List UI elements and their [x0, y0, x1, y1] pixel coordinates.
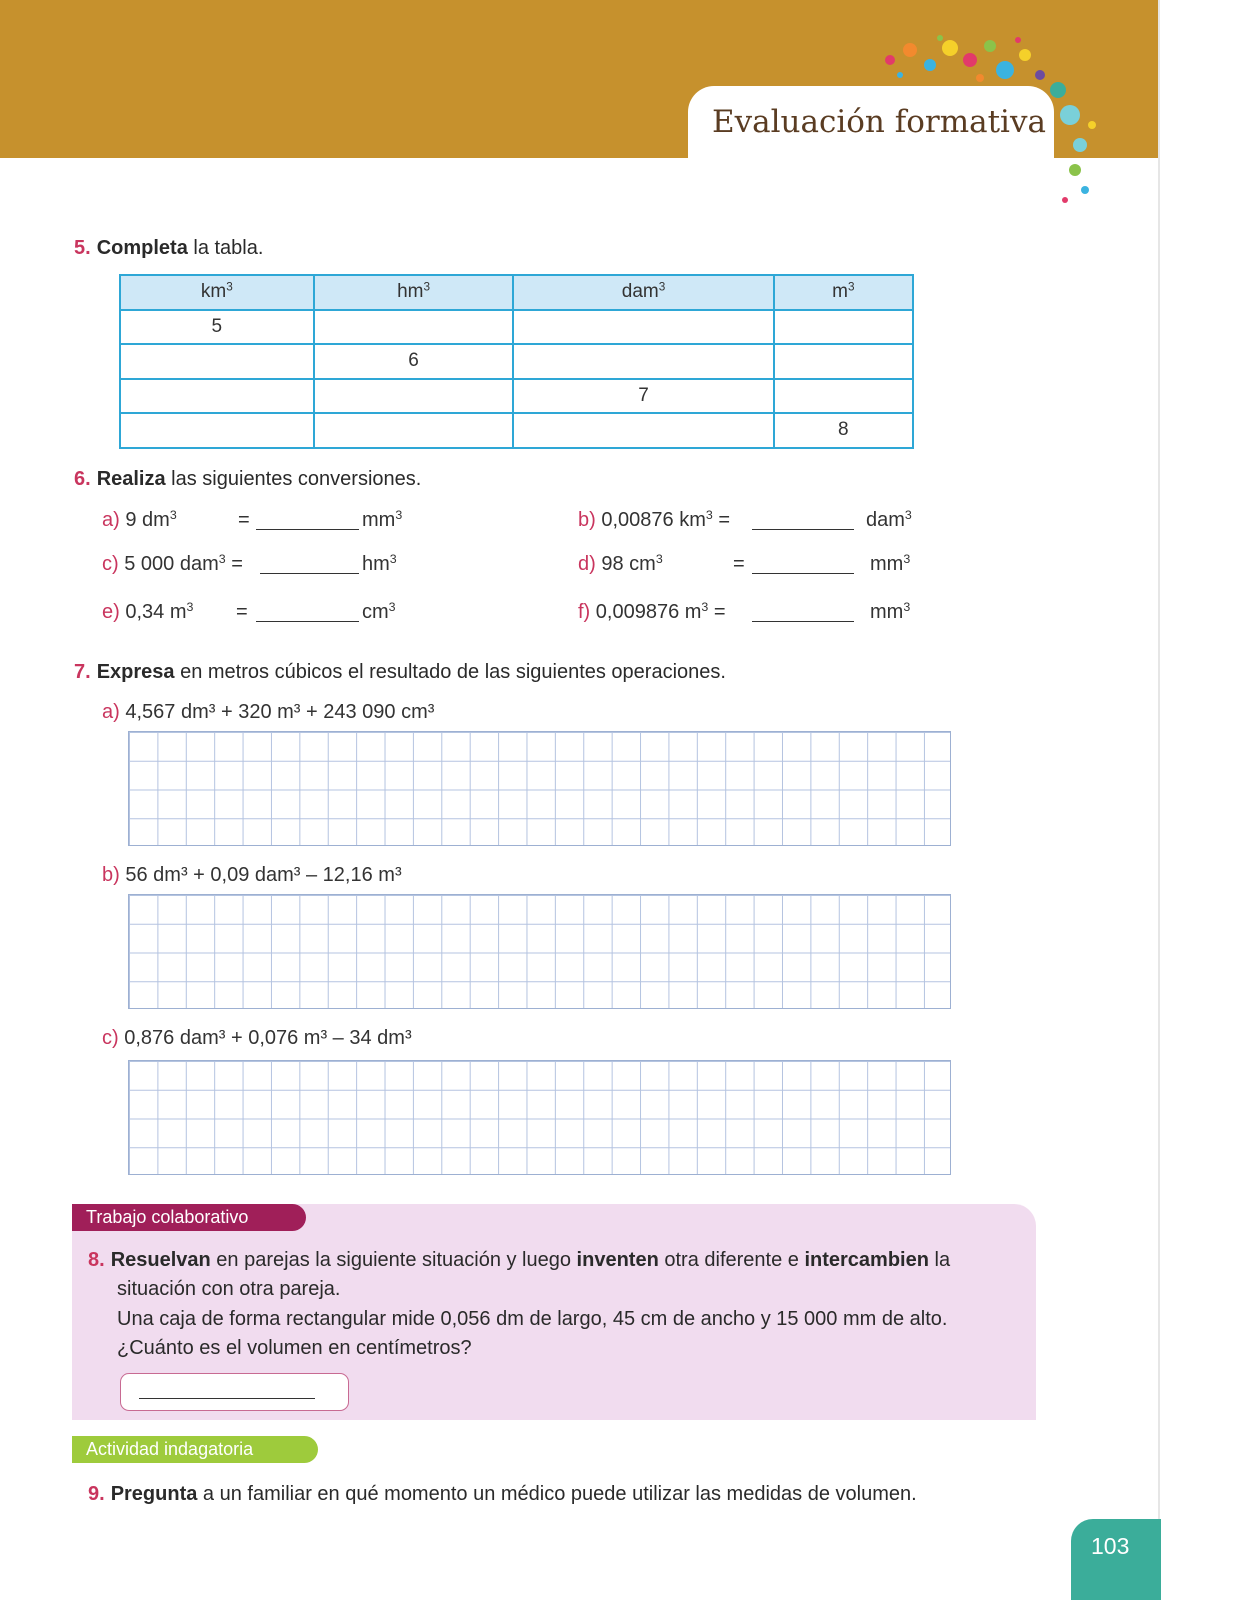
- table-cell[interactable]: [513, 310, 773, 345]
- exercise-5-heading: 5. Completa la tabla.: [74, 237, 264, 259]
- collaborative-work-label: Trabajo colaborativo: [72, 1204, 306, 1231]
- table-cell[interactable]: [314, 310, 514, 345]
- conversion-b-expression: b) 0,00876 $km^3$ =: [578, 508, 731, 531]
- table-cell[interactable]: [314, 413, 514, 448]
- conversion-c-unit: $hm^3$: [362, 552, 397, 575]
- conversion-c-expression: c) 5 000 dam$^3$ =: [102, 552, 243, 575]
- conversion-a-equals: =: [238, 509, 250, 531]
- table-cell[interactable]: 6: [314, 344, 514, 379]
- workspace-grid-c[interactable]: [128, 1060, 951, 1175]
- conversion-a-answer-blank[interactable]: [256, 529, 359, 530]
- conversion-f-answer-blank[interactable]: [752, 621, 854, 622]
- exercise-7-heading: 7. Expresa en metros cúbicos el resultado de las siguientes operaciones.: [74, 661, 726, 683]
- operation-c: c) 0,876 dam³ + 0,076 m³ – 34 dm³: [102, 1027, 412, 1049]
- exercise-8-line-1: 8. Resuelvan en parejas la siguiente situación y luego inventen otra diferente e intercambien la: [88, 1249, 951, 1271]
- conversion-f-expression: f) 0,009876 $m^3$ =: [578, 600, 726, 623]
- operation-b: b) 56 dm³ + 0,09 dam³ – 12,16 m³: [102, 864, 402, 886]
- exercise-9: 9. Pregunta a un familiar en qué momento un médico puede utilizar las medidas de volumen.: [88, 1483, 917, 1505]
- conversion-d-expression: d) 98 $cm^3$: [578, 552, 663, 575]
- conversion-d-unit: $mm^3$: [870, 552, 911, 575]
- table-cell[interactable]: [513, 413, 773, 448]
- exercise-8-problem: Una caja de forma rectangular mide 0,056 dm de largo, 45 cm de ancho y 15 000 mm de alto.: [117, 1308, 948, 1330]
- table-header-cell: $hm^3$: [314, 275, 514, 310]
- table-row: [120, 310, 913, 345]
- table-cell[interactable]: [774, 344, 913, 379]
- workspace-grid-a[interactable]: [128, 731, 951, 846]
- page-title: Evaluación formativa: [712, 104, 1046, 140]
- table-row: [120, 379, 913, 414]
- table-header-cell: dam$^3$: [513, 275, 773, 310]
- table-cell[interactable]: 7: [513, 379, 773, 414]
- conversion-e-answer-blank[interactable]: [256, 621, 359, 622]
- conversion-f-unit: $mm^3$: [870, 600, 911, 623]
- table-cell[interactable]: [774, 379, 913, 414]
- table-cell[interactable]: [774, 310, 913, 345]
- conversion-a-unit: $mm^3$: [362, 508, 403, 531]
- conversion-a-expression: a) 9 $dm^3$: [102, 508, 177, 531]
- exercise-8-question: ¿Cuánto es el volumen en centímetros?: [117, 1337, 472, 1359]
- page-number-tab: [1071, 1519, 1161, 1600]
- conversion-c-answer-blank[interactable]: [260, 573, 359, 574]
- conversion-d-answer-blank[interactable]: [752, 573, 854, 574]
- exercise-8-line-2: situación con otra pareja.: [117, 1278, 341, 1300]
- table-cell[interactable]: [120, 379, 314, 414]
- conversion-b-answer-blank[interactable]: [752, 529, 854, 530]
- table-header-cell: $km^3$: [120, 275, 314, 310]
- table-header-cell: $m^3$: [774, 275, 913, 310]
- table-cell[interactable]: [513, 344, 773, 379]
- answer-box[interactable]: [120, 1373, 349, 1411]
- table-cell[interactable]: 5: [120, 310, 314, 345]
- conversion-table: [119, 274, 914, 449]
- conversion-b-unit: dam$^3$: [866, 508, 912, 531]
- conversion-e-equals: =: [236, 601, 248, 623]
- exercise-6-heading: 6. Realiza las siguientes conversiones.: [74, 468, 422, 490]
- page-edge: [1158, 0, 1160, 1600]
- table-cell[interactable]: 8: [774, 413, 913, 448]
- table-cell[interactable]: [314, 379, 514, 414]
- table-header-row: [120, 275, 913, 310]
- conversion-e-expression: e) 0,34 $m^3$: [102, 600, 194, 623]
- conversion-d-equals: =: [733, 553, 745, 575]
- page-number: 103: [1091, 1533, 1130, 1559]
- operation-a: a) 4,567 dm³ + 320 m³ + 243 090 cm³: [102, 701, 435, 723]
- table-cell[interactable]: [120, 413, 314, 448]
- conversion-e-unit: $cm^3$: [362, 600, 396, 623]
- table-row: [120, 344, 913, 379]
- workspace-grid-b[interactable]: [128, 894, 951, 1009]
- table-row: [120, 413, 913, 448]
- answer-line: [139, 1398, 315, 1399]
- inquiry-activity-label: Actividad indagatoria: [72, 1436, 318, 1463]
- table-cell[interactable]: [120, 344, 314, 379]
